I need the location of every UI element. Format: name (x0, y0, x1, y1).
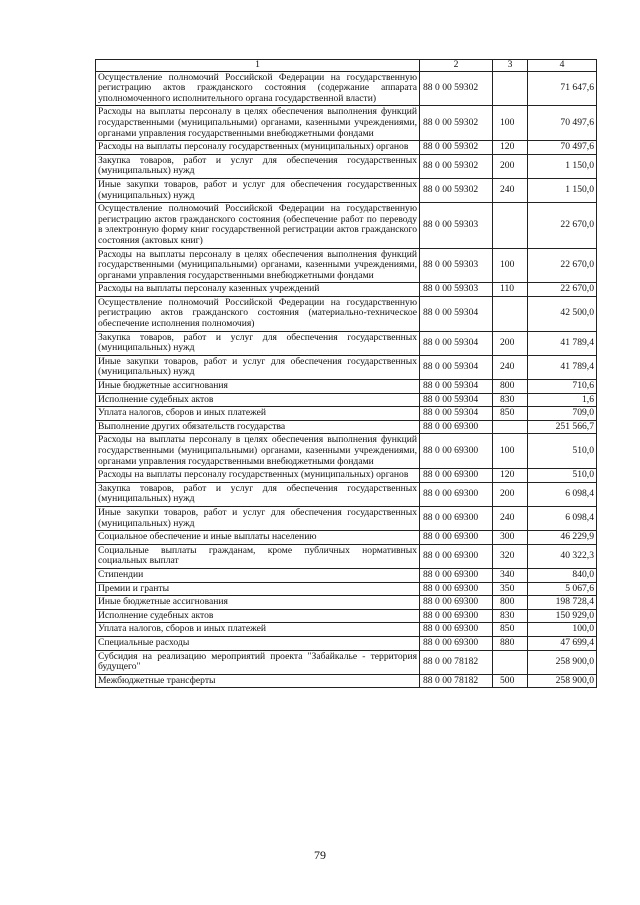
table-row (96, 178, 597, 202)
target-code-cell: 88 0 00 59302 (420, 154, 493, 178)
target-code-cell: 88 0 00 69300 (420, 596, 493, 610)
expense-type-cell: 800 (493, 380, 528, 394)
expense-type-cell: 830 (493, 393, 528, 407)
target-code-cell: 88 0 00 59304 (420, 296, 493, 331)
expense-type-cell: 240 (493, 355, 528, 379)
expense-type-cell: 100 (493, 106, 528, 141)
table-row (96, 283, 597, 297)
expense-type-cell: 800 (493, 596, 528, 610)
target-code-cell: 88 0 00 78182 (420, 674, 493, 688)
expense-name-cell: Осуществление полномочий Российской Федерации на государственную регистрацию актов гражданского состояния (материально-техническое обеспечение исполнения полномочия) (96, 296, 420, 331)
page-number: 79 (314, 848, 326, 862)
table-row (96, 531, 597, 545)
table-row (96, 331, 597, 355)
expense-type-cell: 200 (493, 331, 528, 355)
amount-cell: 840,0 (528, 568, 597, 582)
expense-type-cell (493, 296, 528, 331)
table-row (96, 296, 597, 331)
expense-name-cell: Осуществление полномочий Российской Федерации на государственную регистрацию актов гражданского состояния (обеспечение работ по переводу в электронную форму книг государственной регистрации актов гражданского состояния (актовых книг) (96, 203, 420, 248)
table-row (96, 248, 597, 283)
target-code-cell: 88 0 00 59304 (420, 393, 493, 407)
table-row (96, 203, 597, 248)
table-row (96, 380, 597, 394)
amount-cell: 100,0 (528, 623, 597, 637)
expense-name-cell: Иные закупки товаров, работ и услуг для обеспечения государственных (муниципальных) нужд (96, 506, 420, 530)
expense-name-cell: Выполнение других обязательств государства (96, 420, 420, 434)
expense-name-cell: Исполнение судебных актов (96, 393, 420, 407)
table-row (96, 393, 597, 407)
expense-type-cell (493, 650, 528, 674)
expense-name-cell: Субсидия на реализацию мероприятий проекта "Забайкалье - территория будущего" (96, 650, 420, 674)
expense-name-cell: Уплата налогов, сборов и иных платежей (96, 623, 420, 637)
target-code-cell: 88 0 00 69300 (420, 420, 493, 434)
amount-cell: 46 229,9 (528, 531, 597, 545)
table-row (96, 544, 597, 568)
target-code-cell: 88 0 00 59304 (420, 331, 493, 355)
expense-type-cell: 350 (493, 582, 528, 596)
amount-cell: 198 728,4 (528, 596, 597, 610)
table-body (96, 60, 597, 688)
expense-type-cell: 850 (493, 407, 528, 421)
target-code-cell: 88 0 00 59303 (420, 203, 493, 248)
expense-type-cell: 110 (493, 283, 528, 297)
expense-type-cell (493, 420, 528, 434)
amount-cell: 70 497,6 (528, 106, 597, 141)
amount-cell: 258 900,0 (528, 650, 597, 674)
expense-type-cell: 830 (493, 609, 528, 623)
table-row (96, 420, 597, 434)
amount-cell: 22 670,0 (528, 203, 597, 248)
column-header-3: 3 (493, 60, 528, 72)
expense-name-cell: Иные бюджетные ассигнования (96, 596, 420, 610)
table-row (96, 568, 597, 582)
target-code-cell: 88 0 00 59303 (420, 283, 493, 297)
amount-cell: 251 566,7 (528, 420, 597, 434)
amount-cell: 40 322,3 (528, 544, 597, 568)
amount-cell: 510,0 (528, 469, 597, 483)
target-code-cell: 88 0 00 59304 (420, 355, 493, 379)
target-code-cell: 88 0 00 69300 (420, 434, 493, 469)
expense-name-cell: Закупка товаров, работ и услуг для обеспечения государственных (муниципальных) нужд (96, 154, 420, 178)
table-header-row (96, 60, 597, 72)
target-code-cell: 88 0 00 69300 (420, 623, 493, 637)
expense-name-cell: Расходы на выплаты персоналу государственных (муниципальных) органов (96, 469, 420, 483)
target-code-cell: 88 0 00 69300 (420, 469, 493, 483)
expense-name-cell: Специальные расходы (96, 636, 420, 650)
amount-cell: 6 098,4 (528, 506, 597, 530)
expense-type-cell: 120 (493, 141, 528, 155)
expense-name-cell: Расходы на выплаты персоналу казенных учреждений (96, 283, 420, 297)
target-code-cell: 88 0 00 69300 (420, 544, 493, 568)
expense-name-cell: Премии и гранты (96, 582, 420, 596)
target-code-cell: 88 0 00 78182 (420, 650, 493, 674)
expense-name-cell: Иные закупки товаров, работ и услуг для обеспечения государственных (муниципальных) нужд (96, 355, 420, 379)
amount-cell: 22 670,0 (528, 283, 597, 297)
target-code-cell: 88 0 00 59302 (420, 141, 493, 155)
target-code-cell: 88 0 00 59302 (420, 71, 493, 106)
table-row (96, 355, 597, 379)
expense-name-cell: Расходы на выплаты персоналу государственных (муниципальных) органов (96, 141, 420, 155)
amount-cell: 41 789,4 (528, 331, 597, 355)
table-row (96, 141, 597, 155)
table-row (96, 434, 597, 469)
table-row (96, 636, 597, 650)
expense-name-cell: Социальные выплаты гражданам, кроме публичных нормативных социальных выплат (96, 544, 420, 568)
expense-type-cell: 200 (493, 482, 528, 506)
table-row (96, 154, 597, 178)
target-code-cell: 88 0 00 59304 (420, 407, 493, 421)
target-code-cell: 88 0 00 59304 (420, 380, 493, 394)
amount-cell: 510,0 (528, 434, 597, 469)
budget-table (95, 59, 597, 688)
amount-cell: 258 900,0 (528, 674, 597, 688)
expense-name-cell: Межбюджетные трансферты (96, 674, 420, 688)
target-code-cell: 88 0 00 69300 (420, 609, 493, 623)
target-code-cell: 88 0 00 69300 (420, 582, 493, 596)
amount-cell: 710,6 (528, 380, 597, 394)
expense-type-cell (493, 71, 528, 106)
amount-cell: 71 647,6 (528, 71, 597, 106)
target-code-cell: 88 0 00 69300 (420, 636, 493, 650)
amount-cell: 150 929,0 (528, 609, 597, 623)
expense-type-cell: 100 (493, 248, 528, 283)
expense-type-cell: 320 (493, 544, 528, 568)
expense-name-cell: Расходы на выплаты персоналу в целях обеспечения выполнения функций государственными (муниципальными) органами, казенными учреждениями, органами управления государственными внебюджетными фондами (96, 106, 420, 141)
expense-name-cell: Иные бюджетные ассигнования (96, 380, 420, 394)
expense-name-cell: Иные закупки товаров, работ и услуг для обеспечения государственных (муниципальных) нужд (96, 178, 420, 202)
expense-type-cell: 240 (493, 506, 528, 530)
expense-name-cell: Закупка товаров, работ и услуг для обеспечения государственных (муниципальных) нужд (96, 331, 420, 355)
table-row (96, 596, 597, 610)
amount-cell: 5 067,6 (528, 582, 597, 596)
amount-cell: 42 500,0 (528, 296, 597, 331)
expense-type-cell: 340 (493, 568, 528, 582)
expense-name-cell: Стипендии (96, 568, 420, 582)
amount-cell: 47 699,4 (528, 636, 597, 650)
expense-name-cell: Расходы на выплаты персоналу в целях обеспечения выполнения функций государственными (муниципальными) органами, казенными учреждениями, органами управления государственными внебюджетными фондами (96, 248, 420, 283)
column-header-2: 2 (420, 60, 493, 72)
table-row (96, 623, 597, 637)
amount-cell: 70 497,6 (528, 141, 597, 155)
table-row (96, 582, 597, 596)
expense-name-cell: Расходы на выплаты персоналу в целях обеспечения выполнения функций государственными (муниципальными) органами, казенными учреждениями, органами управления государственными внебюджетными фондами (96, 434, 420, 469)
table-row (96, 407, 597, 421)
target-code-cell: 88 0 00 69300 (420, 531, 493, 545)
expense-name-cell: Закупка товаров, работ и услуг для обеспечения государственных (муниципальных) нужд (96, 482, 420, 506)
table-row (96, 609, 597, 623)
target-code-cell: 88 0 00 69300 (420, 568, 493, 582)
amount-cell: 1,6 (528, 393, 597, 407)
expense-type-cell: 500 (493, 674, 528, 688)
expense-type-cell: 300 (493, 531, 528, 545)
column-header-1: 1 (96, 60, 420, 72)
table-row (96, 469, 597, 483)
expense-name-cell: Осуществление полномочий Российской Федерации на государственную регистрацию актов гражданского состояния (содержание аппарата уполномоченного исполнительного органа государственной власти) (96, 71, 420, 106)
amount-cell: 709,0 (528, 407, 597, 421)
expense-type-cell: 850 (493, 623, 528, 637)
amount-cell: 6 098,4 (528, 482, 597, 506)
expense-name-cell: Исполнение судебных актов (96, 609, 420, 623)
amount-cell: 22 670,0 (528, 248, 597, 283)
table-row (96, 506, 597, 530)
expense-type-cell: 240 (493, 178, 528, 202)
amount-cell: 1 150,0 (528, 154, 597, 178)
expense-type-cell: 100 (493, 434, 528, 469)
table-row (96, 482, 597, 506)
target-code-cell: 88 0 00 69300 (420, 482, 493, 506)
expense-type-cell: 120 (493, 469, 528, 483)
column-header-4: 4 (528, 60, 597, 72)
expense-type-cell: 880 (493, 636, 528, 650)
amount-cell: 1 150,0 (528, 178, 597, 202)
target-code-cell: 88 0 00 59302 (420, 178, 493, 202)
table-row (96, 674, 597, 688)
expense-name-cell: Социальное обеспечение и иные выплаты населению (96, 531, 420, 545)
expense-type-cell (493, 203, 528, 248)
amount-cell: 41 789,4 (528, 355, 597, 379)
target-code-cell: 88 0 00 59302 (420, 106, 493, 141)
target-code-cell: 88 0 00 69300 (420, 506, 493, 530)
expense-type-cell: 200 (493, 154, 528, 178)
table-row (96, 650, 597, 674)
table-row (96, 106, 597, 141)
table-row (96, 71, 597, 106)
expense-name-cell: Уплата налогов, сборов и иных платежей (96, 407, 420, 421)
target-code-cell: 88 0 00 59303 (420, 248, 493, 283)
